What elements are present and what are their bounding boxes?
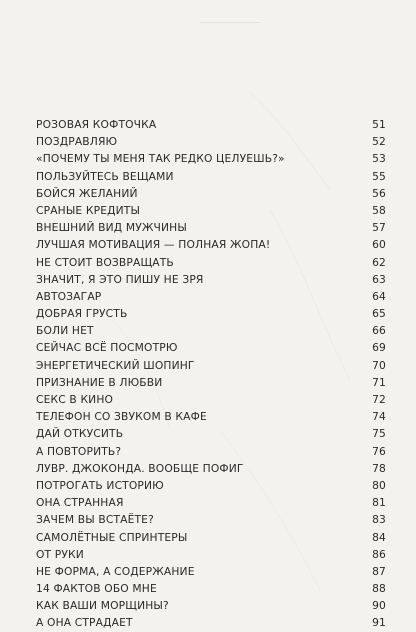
toc-entry-page-number: 66 [372,324,386,338]
toc-entry-page-number: 75 [372,427,386,441]
toc-entry-title: А ОНА СТРАДАЕТ [36,616,133,630]
toc-entry [36,305,386,322]
toc-entry [36,408,386,425]
toc-entry [36,236,386,253]
toc-entry [36,168,386,185]
toc-entry-title: ВНЕШНИЙ ВИД МУЖЧИНЫ [36,221,187,235]
table-of-contents [36,116,386,632]
toc-entry-page-number: 90 [372,599,386,613]
toc-entry-page-number: 58 [372,203,386,217]
toc-entry-title: ЭНЕРГЕТИЧЕСКИЙ ШОПИНГ [36,358,195,372]
toc-entry-title: САМОЛЁТНЫЕ СПРИНТЕРЫ [36,530,188,544]
toc-entry-page-number: 60 [372,238,386,252]
toc-entry [36,391,386,408]
toc-entry [36,425,386,442]
toc-entry [36,563,386,580]
toc-entry-title: НЕ СТОИТ ВОЗВРАЩАТЬ [36,255,174,269]
toc-entry-page-number: 52 [372,135,386,149]
toc-entry-title: РОЗОВАЯ КОФТОЧКА [36,118,157,131]
toc-entry [36,460,386,477]
toc-entry-page-number: 74 [372,410,386,424]
toc-entry-title: ДОБРАЯ ГРУСТЬ [36,307,128,321]
toc-entry-page-number: 86 [372,547,386,561]
toc-entry-page-number: 51 [372,118,386,131]
toc-entry-title: «ПОЧЕМУ ТЫ МЕНЯ ТАК РЕДКО ЦЕЛУЕШЬ?» [36,152,285,166]
toc-entry [36,494,386,511]
toc-entry [36,185,386,202]
toc-entry-page-number: 72 [372,393,386,406]
toc-entry-page-number: 57 [372,221,386,235]
toc-entry-page-number: 63 [372,272,386,286]
toc-entry-page-number: 78 [372,461,386,475]
toc-entry [36,374,386,391]
toc-entry [36,339,386,356]
toc-entry-page-number: 88 [372,582,386,596]
toc-entry-title: СЕКС В КИНО [36,393,114,406]
toc-entry-page-number: 80 [372,478,386,492]
toc-entry-title: 14 ФАКТОВ ОБО МНЕ [36,582,157,596]
toc-entry-title: ЗНАЧИТ, Я ЭТО ПИШУ НЕ ЗРЯ [36,272,204,286]
toc-entry [36,357,386,374]
toc-entry [36,443,386,460]
toc-entry-title: СЕЙЧАС ВСЁ ПОСМОТРЮ [36,341,178,355]
toc-entry [36,219,386,236]
faint-bleed-through [200,14,260,23]
toc-entry-title: ПРИЗНАНИЕ В ЛЮБВИ [36,375,163,389]
toc-entry-title: БОЛИ НЕТ [36,324,94,338]
toc-entry [36,614,386,631]
toc-entry-title: КАК ВАШИ МОРЩИНЫ? [36,599,169,613]
toc-entry [36,133,386,150]
toc-entry-title: ЗАЧЕМ ВЫ ВСТАЁТЕ? [36,513,154,527]
toc-entry-page-number: 83 [372,513,386,527]
toc-entry-page-number: 65 [372,307,386,321]
toc-entry-page-number: 62 [372,255,386,269]
toc-entry-title: ЛУВР. ДЖОКОНДА. ВООБЩЕ ПОФИГ [36,461,244,475]
toc-entry-title: А ПОВТОРИТЬ? [36,444,122,458]
toc-entry-title: АВТОЗАГАР [36,289,102,303]
toc-entry [36,116,386,133]
toc-entry-title: ОНА СТРАННАЯ [36,496,124,510]
toc-entry-page-number: 71 [372,375,386,389]
toc-entry [36,477,386,494]
toc-entry-title: НЕ ФОРМА, А СОДЕРЖАНИЕ [36,564,195,578]
toc-entry-page-number: 69 [372,341,386,355]
toc-entry-title: ПОТРОГАТЬ ИСТОРИЮ [36,478,164,492]
toc-entry-page-number: 81 [372,496,386,510]
toc-entry-page-number: 56 [372,186,386,200]
toc-entry [36,529,386,546]
toc-entry-page-number: 53 [372,152,386,166]
toc-entry-page-number: 76 [372,444,386,458]
toc-entry [36,580,386,597]
toc-entry [36,150,386,167]
toc-entry-title: ДАЙ ОТКУСИТЬ [36,427,124,441]
toc-entry [36,322,386,339]
toc-entry-title: БОЙСЯ ЖЕЛАНИЙ [36,186,138,200]
toc-entry-page-number: 91 [372,616,386,630]
toc-entry-title: ПОЛЬЗУЙТЕСЬ ВЕЩАМИ [36,169,174,183]
toc-entry [36,597,386,614]
toc-entry-page-number: 84 [372,530,386,544]
toc-entry-title: ТЕЛЕФОН СО ЗВУКОМ В КАФЕ [36,410,207,424]
toc-entry-title: ЛУЧШАЯ МОТИВАЦИЯ — ПОЛНАЯ ЖОПА! [36,238,271,252]
toc-entry-page-number: 70 [372,358,386,372]
toc-entry [36,254,386,271]
toc-entry [36,202,386,219]
toc-entry-title: ОТ РУКИ [36,547,84,561]
toc-entry-title: СРАНЫЕ КРЕДИТЫ [36,203,141,217]
toc-entry [36,511,386,528]
toc-entry [36,271,386,288]
toc-entry-page-number: 87 [372,564,386,578]
toc-entry-title: ПОЗДРАВЛЯЮ [36,135,118,149]
toc-entry-page-number: 55 [372,169,386,183]
toc-entry [36,546,386,563]
toc-entry-page-number: 64 [372,289,386,303]
toc-entry [36,288,386,305]
